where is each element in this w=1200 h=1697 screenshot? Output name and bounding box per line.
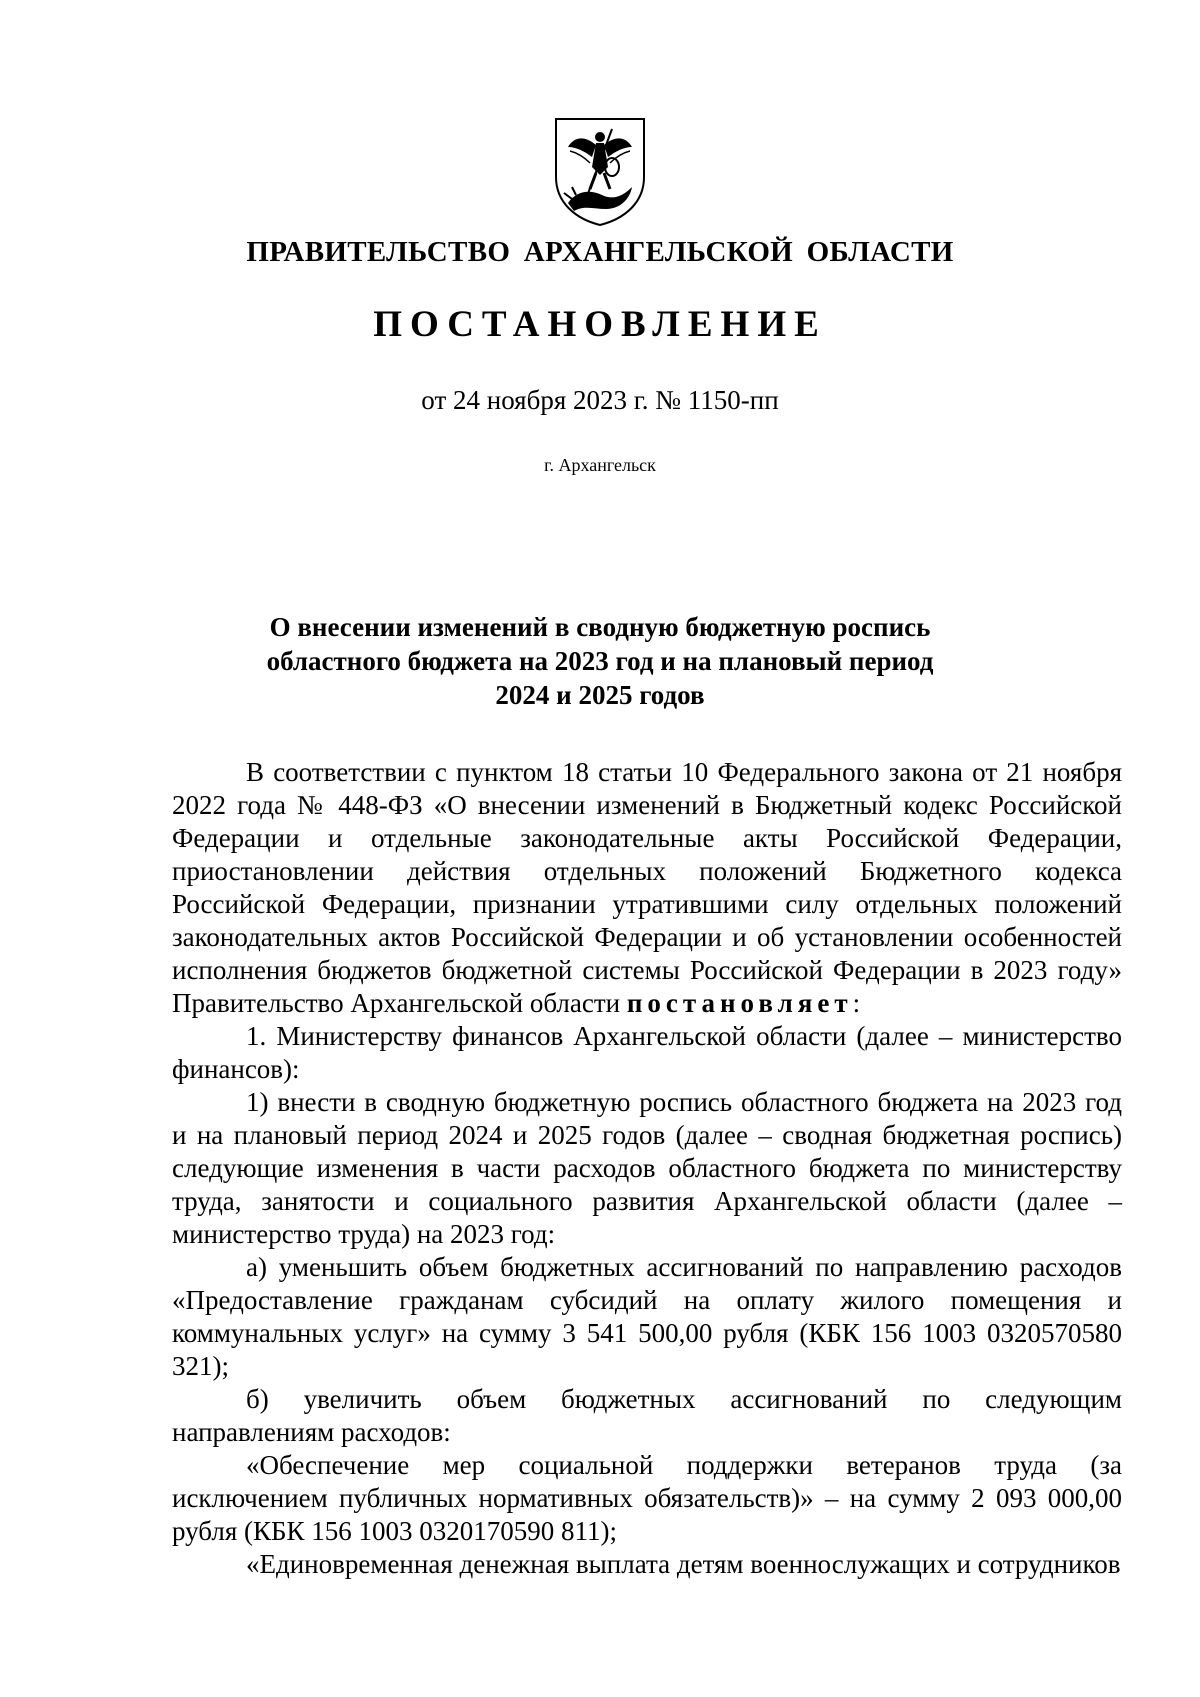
preamble-end: : — [852, 988, 861, 1018]
subject-line: О внесении изменений в сводную бюджетную роспись — [269, 612, 931, 642]
body-paragraph: 1) внести в сводную бюджетную роспись областного бюджета на 2023 год и на плановый период 2024 и 2025 годов (далее – сводная бюджетная роспись) следующие изменения в части расходов областного бюджета по министерству труда, занятости и социального развития Архангельской области (далее – министерство труда) на 2023 год: — [172, 1087, 1122, 1249]
document-type-title: ПОСТАНОВЛЕНИЕ — [373, 304, 827, 345]
decree-keyword: постановляет — [626, 988, 853, 1018]
subject-line: 2024 и 2025 годов — [495, 680, 705, 710]
document-date-number: от 24 ноября 2023 г. № 1150-пп — [421, 385, 779, 415]
document-body — [172, 756, 1122, 1581]
preamble-text: В соответствии с пунктом 18 статьи 10 Федерального закона от 21 ноября 2022 года № 448-ФЗ «О внесении изменений в Бюджетный кодекс Российской Федерации и отдельные законодательные акты Российской Федерации, приостановлении действия отдельных положений Бюджетного кодекса Российской Федерации, признании утратившими силу отдельных положений законодательных актов Российской Федерации и об установлении особенностей исполнения бюджетов бюджетной системы Российской Федерации в 2023 году» Правительство Архангельской области — [172, 757, 1122, 1018]
government-name: ПРАВИТЕЛЬСТВО АРХАНГЕЛЬСКОЙ ОБЛАСТИ — [246, 236, 954, 268]
document-city: г. Архангельск — [544, 455, 656, 475]
coat-of-arms-icon — [550, 115, 650, 227]
body-paragraph: «Единовременная денежная выплата детям военнослужащих и сотрудников — [246, 1549, 1121, 1579]
body-paragraph: 1. Министерству финансов Архангельской области (далее – министерство финансов): — [172, 1021, 1122, 1084]
document-subject — [0, 610, 1200, 712]
body-paragraph: б) увеличить объем бюджетных ассигнований по следующим направлениям расходов: — [172, 1384, 1122, 1447]
body-paragraph: а) уменьшить объем бюджетных ассигнований по направлению расходов «Предоставление гражданам субсидий на оплату жилого помещения и коммунальных услуг» на сумму 3 541 500,00 рубля (КБК 156 1003 0320570580 321); — [172, 1252, 1122, 1381]
subject-line: областного бюджета на 2023 год и на плановый период — [266, 646, 934, 676]
body-paragraph — [172, 756, 1122, 1020]
body-paragraph: «Обеспечение мер социальной поддержки ветеранов труда (за исключением публичных нормативных обязательств)» – на сумму 2 093 000,00 рубля (КБК 156 1003 0320170590 811); — [172, 1450, 1122, 1546]
